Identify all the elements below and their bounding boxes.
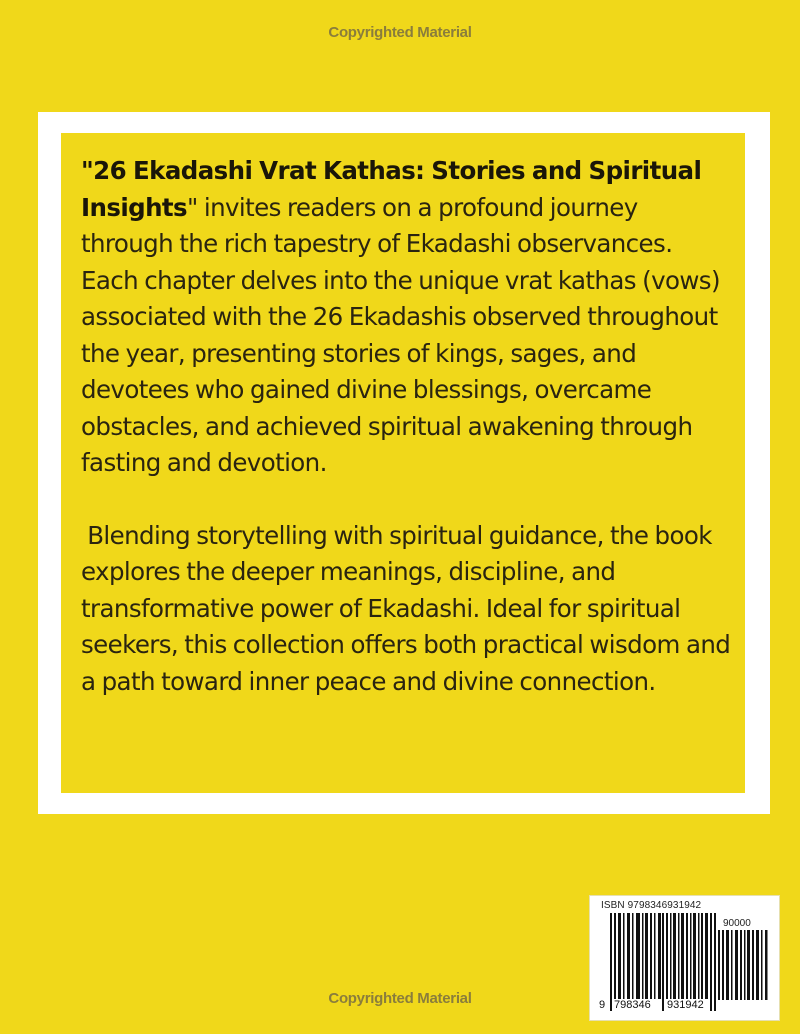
price-code: 90000 <box>723 918 751 929</box>
barcode-digits-group-2: 931942 <box>667 999 704 1011</box>
barcode-digits-group-1: 798346 <box>614 999 651 1011</box>
book-title: "26 Ekadashi Vrat Kathas: Stories and Spiritual Insights <box>81 156 702 222</box>
description-frame <box>38 112 770 814</box>
copyright-watermark-top: Copyrighted Material <box>328 24 472 41</box>
book-description <box>81 153 731 700</box>
description-paragraph-1 <box>81 153 731 482</box>
isbn-label: ISBN 9798346931942 <box>601 900 702 911</box>
paragraph-1-body: " invites readers on a profound journey through the rich tapestry of Ekadashi observances. Each chapter delves into the unique vrat kathas (vows) associated with the 26 Ekadashis observed throughout the year, presenting stories of kings, sages, and devotees who gained divine blessings, overcame obstacles, and achieved spiritual awakening through fasting and devotion. <box>81 192 720 477</box>
copyright-watermark-bottom: Copyrighted Material <box>328 990 472 1007</box>
description-paragraph-2: Blending storytelling with spiritual guidance, the book explores the deeper meanings, discipline, and transformative power of Ekadashi. Ideal for spiritual seekers, this collection offers both practical wisdom and a path toward inner peace and divine connection. <box>81 520 731 696</box>
barcode-digit-lead: 9 <box>599 999 606 1011</box>
description-panel <box>61 133 745 793</box>
